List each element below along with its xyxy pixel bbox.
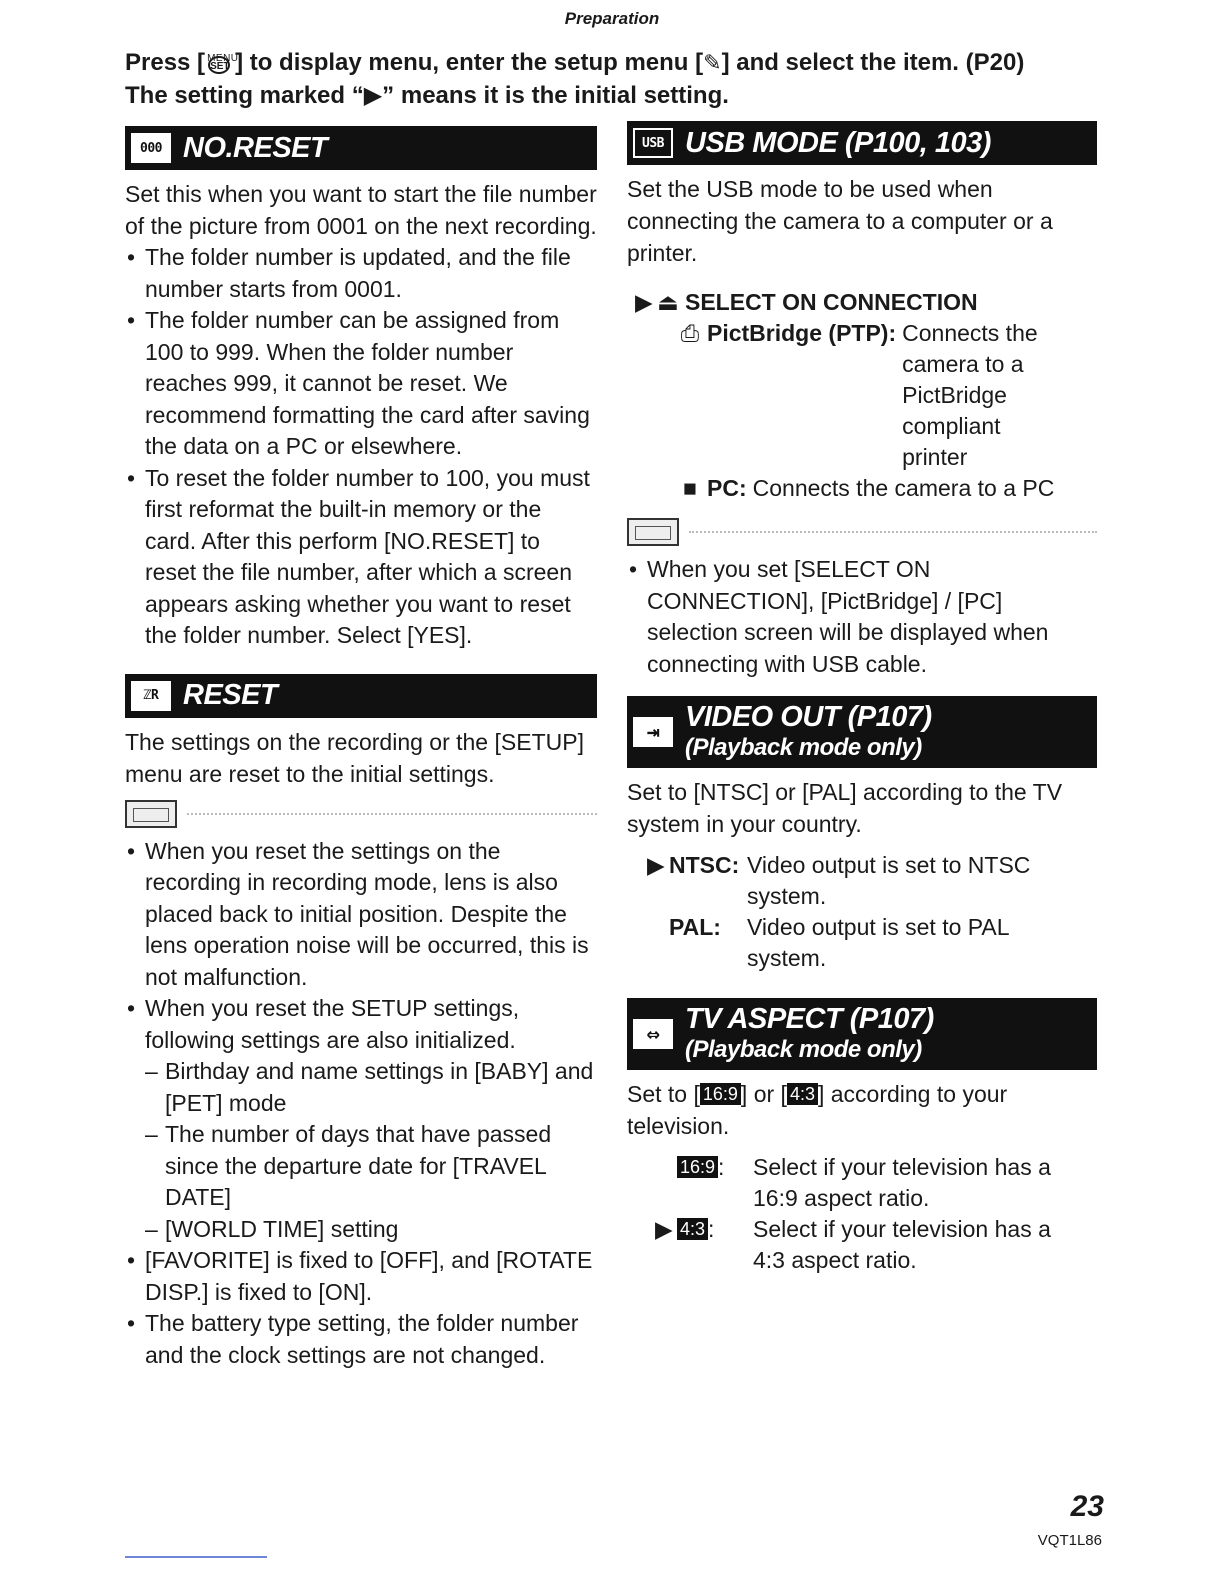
usb-option-pc xyxy=(635,473,1097,504)
note-book-icon xyxy=(627,518,679,546)
usb-option-pictbridge xyxy=(635,318,1097,473)
list-item-text: When you reset the SETUP settings, following settings are also initialized. xyxy=(145,995,520,1053)
document-code: VQT1L86 xyxy=(1037,1532,1102,1549)
intro-line-1 xyxy=(125,46,1125,79)
reset-header xyxy=(125,674,597,718)
list-item: • The battery type setting, the folder number and the clock settings are not changed. xyxy=(125,1308,597,1371)
video-out-header xyxy=(627,696,1097,768)
aspect-4-3-icon: 4:3 xyxy=(787,1083,818,1105)
option-description: Select if your television has a 4:3 aspect ratio. xyxy=(753,1216,1051,1273)
initial-setting-marker: ▶ xyxy=(635,289,653,315)
list-item xyxy=(125,993,597,1245)
pc-icon: ■ xyxy=(683,475,697,501)
right-column xyxy=(627,121,1097,1276)
reset-sub-list xyxy=(145,1056,597,1245)
menu-key-label: MENU xyxy=(207,53,239,64)
no-reset-header xyxy=(125,126,597,170)
option-description: Connects the camera to a PC xyxy=(752,475,1055,501)
page-number: 23 xyxy=(1070,1490,1104,1523)
usb-mode-title: USB MODE (P100, 103) xyxy=(685,126,991,159)
option-description: Connects the camera to a PictBridge compliant printer xyxy=(902,320,1038,470)
usb-mode-header xyxy=(627,121,1097,165)
sub-list-item: – Birthday and name settings in [BABY] and [PET] mode xyxy=(145,1056,597,1119)
video-option-ntsc xyxy=(647,850,1097,912)
reset-bullets xyxy=(125,836,597,1372)
section-label: Preparation xyxy=(564,9,660,28)
reset-description: The settings on the recording or the [SETUP] menu are reset to the initial settings. xyxy=(125,728,584,787)
list-item: • [FAVORITE] is fixed to [OFF], and [ROTATE DISP.] is fixed to [ON]. xyxy=(125,1245,597,1308)
aspect-16-9-icon: 16:9 xyxy=(700,1083,741,1105)
tv-option-4-3 xyxy=(647,1214,1097,1276)
text-segment: ] or [ xyxy=(740,1081,787,1107)
option-description: Video output is set to PAL system. xyxy=(747,914,1009,971)
text-segment: ] according to your television. xyxy=(627,1081,1008,1139)
option-label: PC: xyxy=(707,475,747,501)
printer-icon: ⎙ xyxy=(680,320,700,346)
text-segment: Set to [ xyxy=(627,1081,700,1107)
intro-mid: ] to display menu, enter the setup menu [ xyxy=(235,49,704,76)
option-label: 16:9 : xyxy=(677,1152,753,1214)
list-item: • To reset the folder number to 100, you must first reformat the built-in memory or the card. After this perform [NO.RESET] to reset the file number, after which a screen appears asking whether you want to reset the folder number. Select [YES]. xyxy=(125,463,597,652)
intro-instructions xyxy=(125,46,1125,112)
video-out-titles xyxy=(685,701,932,763)
list-item: • When you reset the settings on the recording in recording mode, lens is also placed back to initial position. Despite the lens operation noise will be occurred, this is not malfunction. xyxy=(125,836,597,994)
no-reset-icon: 000 xyxy=(131,133,171,163)
usb-icon: USB xyxy=(633,128,673,158)
option-label: SELECT ON CONNECTION xyxy=(685,289,978,315)
reset-title: RESET xyxy=(183,679,278,711)
video-out-icon: ⇥ xyxy=(633,717,673,747)
option-label: PAL: xyxy=(669,914,721,940)
menu-set-button-icon xyxy=(205,48,239,74)
intro-end: ] and select the item. (P20) xyxy=(721,49,1025,76)
tv-aspect-titles xyxy=(685,1003,934,1065)
no-reset-bullets xyxy=(125,242,597,652)
aspect-16-9-icon: 16:9 xyxy=(677,1156,718,1178)
reset-icon: ℤR xyxy=(131,681,171,711)
tv-aspect-icon: ⇔ xyxy=(633,1019,673,1049)
option-label: NTSC: xyxy=(669,852,740,878)
intro-press: Press [ xyxy=(125,49,206,76)
option-description: Video output is set to NTSC system. xyxy=(747,852,1031,909)
tv-option-16-9 xyxy=(647,1152,1097,1214)
list-item: • When you set [SELECT ON CONNECTION], [PictBridge] / [PC] selection screen will be displayed when connecting with USB cable. xyxy=(627,554,1097,680)
sub-list-item: – The number of days that have passed since the departure date for [TRAVEL DATE] xyxy=(145,1119,597,1214)
usb-mode-description: Set the USB mode to be used when connecting the camera to a computer or a printer. xyxy=(627,176,1053,266)
video-out-description: Set to [NTSC] or [PAL] according to the TV system in your country. xyxy=(627,779,1063,837)
usb-options xyxy=(635,287,1097,504)
dotted-divider xyxy=(689,531,1097,533)
list-item: • The folder number is updated, and the file number starts from 0001. xyxy=(125,242,597,305)
set-key-label: SET xyxy=(208,56,230,74)
video-out-options xyxy=(647,850,1097,974)
wrench-icon: ✎ xyxy=(703,50,722,75)
option-description: Select if your television has a 16:9 aspect ratio. xyxy=(753,1154,1051,1211)
tv-aspect-title: TV ASPECT (P107) xyxy=(685,1003,934,1035)
initial-setting-marker: ▶ xyxy=(647,852,665,878)
usb-option-select xyxy=(635,287,1097,318)
tv-aspect-options xyxy=(647,1152,1097,1276)
tv-aspect-header xyxy=(627,998,1097,1070)
option-label: 4:3 : xyxy=(677,1214,753,1276)
left-column xyxy=(125,126,597,1371)
reset-note-divider xyxy=(125,800,597,828)
tv-aspect-description xyxy=(627,1078,1097,1142)
initial-setting-marker: ▶ xyxy=(655,1216,673,1242)
video-option-pal xyxy=(647,912,1097,974)
dotted-divider xyxy=(187,813,597,815)
video-out-title: VIDEO OUT (P107) xyxy=(685,701,932,733)
sub-list-item: – [WORLD TIME] setting xyxy=(145,1214,597,1246)
no-reset-title: NO.RESET xyxy=(183,131,328,164)
no-reset-description: Set this when you want to start the file number of the picture from 0001 on the next recording. xyxy=(125,181,597,239)
select-connection-icon: ⏏ xyxy=(657,289,679,315)
decorative-line xyxy=(125,1556,267,1558)
intro-line-2: The setting marked “▶” means it is the initial setting. xyxy=(125,82,729,109)
tv-aspect-subtitle: (Playback mode only) xyxy=(685,1036,922,1063)
note-book-icon xyxy=(125,800,177,828)
list-item: • The folder number can be assigned from 100 to 999. When the folder number reaches 999, it cannot be reset. We recommend formatting the card after saving the data on a PC or elsewhere. xyxy=(125,305,597,463)
usb-note-divider xyxy=(627,518,1097,546)
option-label: PictBridge (PTP): xyxy=(707,320,897,346)
usb-note-bullets xyxy=(627,554,1097,680)
aspect-4-3-icon: 4:3 xyxy=(677,1218,708,1240)
video-out-subtitle: (Playback mode only) xyxy=(685,734,922,761)
